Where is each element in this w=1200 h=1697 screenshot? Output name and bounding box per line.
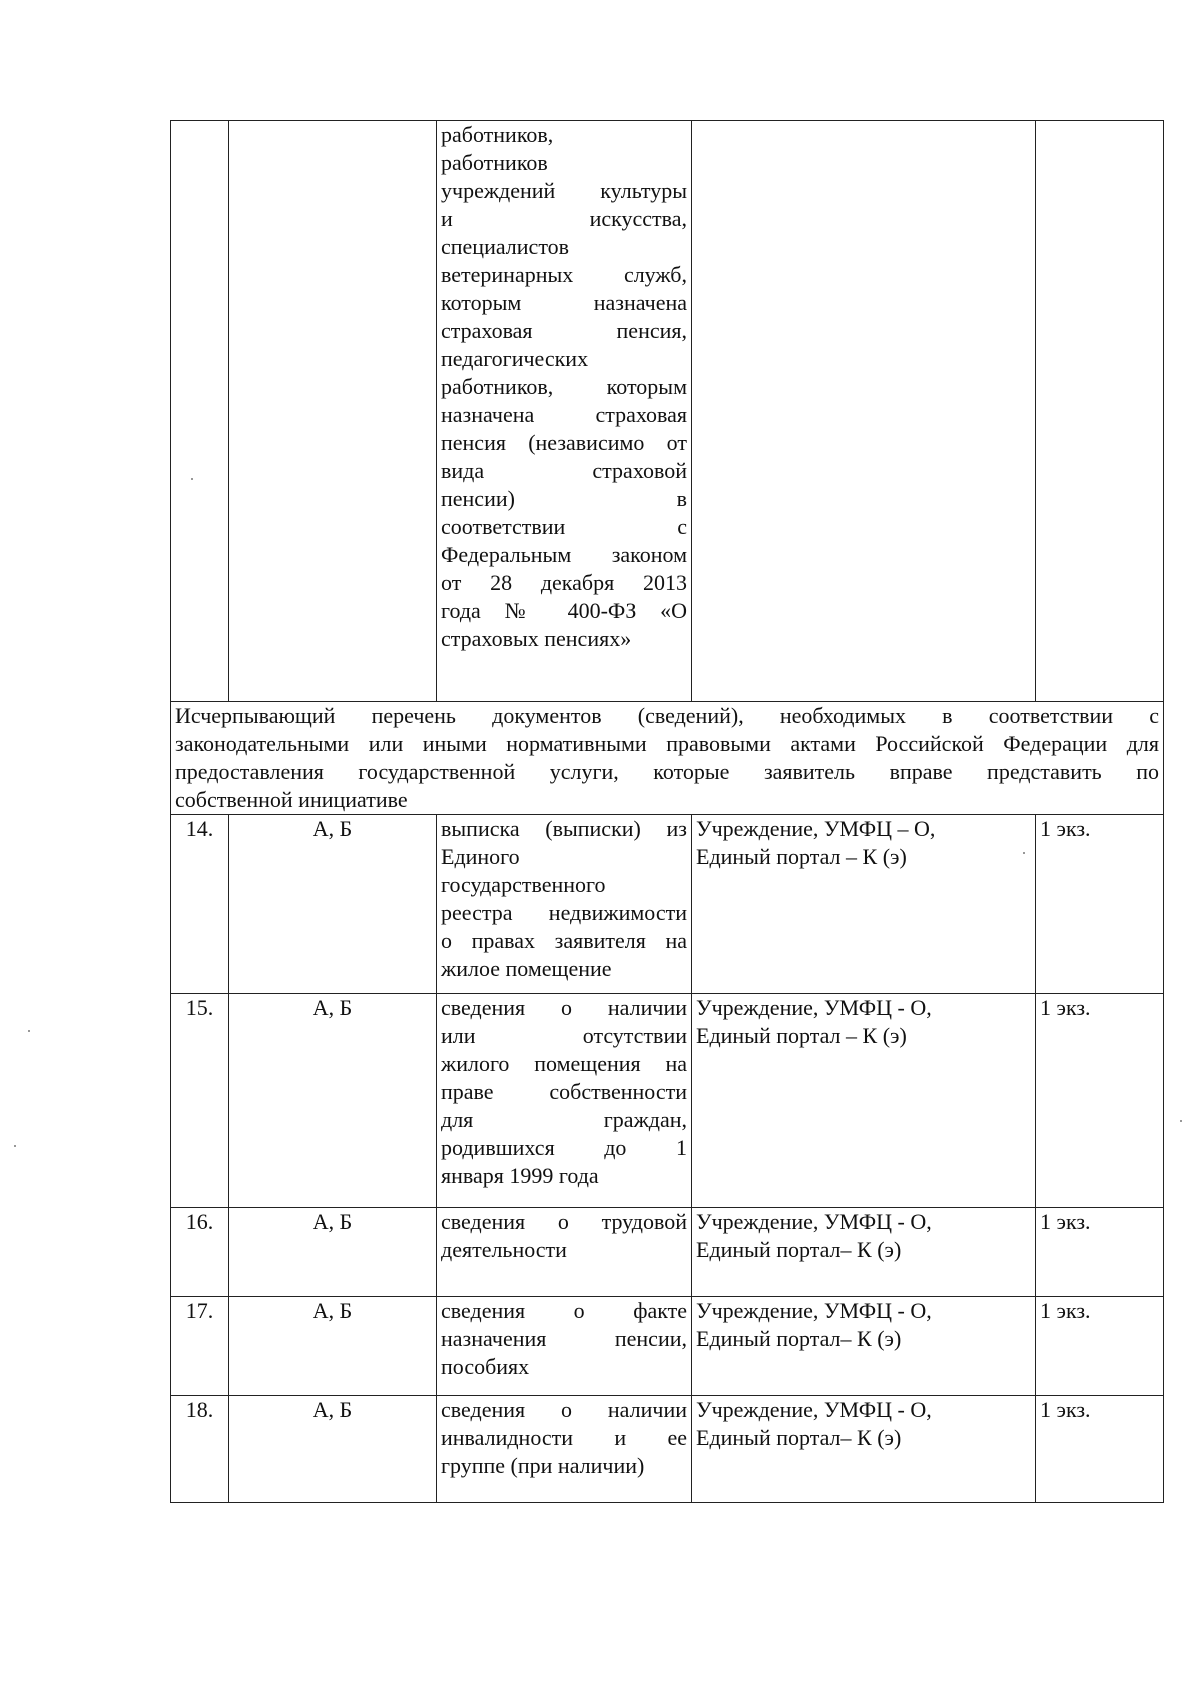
row-description xyxy=(437,994,692,1208)
source-line: Единый портал – К (э) xyxy=(696,1023,907,1048)
desc-line: жилое помещение xyxy=(441,956,612,981)
desc-line: работников, xyxy=(441,122,554,147)
continued-quantity-cell xyxy=(1036,121,1164,702)
desc-line: выписка (выписки) из xyxy=(441,816,687,841)
desc-line: года № 400-ФЗ «О xyxy=(441,598,687,623)
row-source xyxy=(692,1396,1036,1503)
section-heading-line: предоставления государственной услуги, которые заявитель вправе представить по xyxy=(175,759,1159,784)
row-source xyxy=(692,994,1036,1208)
desc-line: пенсия (независимо от xyxy=(441,430,687,455)
desc-line: Единого xyxy=(441,844,520,869)
source-line: Учреждение, УМФЦ - О, xyxy=(696,1298,932,1323)
row-source xyxy=(692,1208,1036,1297)
row-description xyxy=(437,815,692,994)
section-heading-line: законодательными или иными нормативными правовыми актами Российской Федерации для xyxy=(175,731,1159,756)
table-row xyxy=(171,1208,1164,1297)
desc-line: работников, которым xyxy=(441,374,687,399)
section-heading xyxy=(171,702,1164,815)
table-row xyxy=(171,994,1164,1208)
row-category: А, Б xyxy=(229,1208,437,1297)
row-description xyxy=(437,1297,692,1396)
row-category: А, Б xyxy=(229,815,437,994)
desc-line: января 1999 года xyxy=(441,1163,599,1188)
desc-line: сведения о факте xyxy=(441,1298,687,1323)
scan-speck xyxy=(14,1145,16,1147)
desc-line: педагогических xyxy=(441,346,589,371)
row-description xyxy=(437,1208,692,1297)
row-quantity: 1 экз. xyxy=(1036,994,1164,1208)
desc-line: страховая пенсия, xyxy=(441,318,687,343)
desc-line: ветеринарных служб, xyxy=(441,262,687,287)
desc-line: учреждений культуры xyxy=(441,178,687,203)
desc-line: которым назначена xyxy=(441,290,687,315)
desc-line: государственного xyxy=(441,872,606,897)
table-row xyxy=(171,1396,1164,1503)
row-number: 16. xyxy=(171,1208,229,1297)
row-quantity: 1 экз. xyxy=(1036,1396,1164,1503)
desc-line: соответствии с xyxy=(441,514,687,539)
desc-line: назначена страховая xyxy=(441,402,687,427)
row-description xyxy=(437,1396,692,1503)
row-category: А, Б xyxy=(229,1297,437,1396)
source-line: Учреждение, УМФЦ – О, xyxy=(696,816,936,841)
desc-line: реестра недвижимости xyxy=(441,900,687,925)
source-line: Учреждение, УМФЦ - О, xyxy=(696,1397,932,1422)
desc-line: для граждан, xyxy=(441,1107,687,1132)
documents-table xyxy=(170,120,1164,1503)
desc-line: Федеральным законом xyxy=(441,542,687,567)
desc-line: сведения о наличии xyxy=(441,995,687,1020)
desc-line: деятельности xyxy=(441,1237,567,1262)
desc-line: работников xyxy=(441,150,548,175)
continued-number-cell xyxy=(171,121,229,702)
section-heading-line: собственной инициативе xyxy=(175,787,408,812)
row-source xyxy=(692,815,1036,994)
scan-speck xyxy=(28,1030,30,1032)
source-line: Учреждение, УМФЦ - О, xyxy=(696,1209,932,1234)
scan-speck xyxy=(1023,852,1025,854)
desc-line: пособиях xyxy=(441,1354,530,1379)
row-category: А, Б xyxy=(229,1396,437,1503)
source-line: Единый портал– К (э) xyxy=(696,1425,902,1450)
desc-line: инвалидности и ее xyxy=(441,1425,687,1450)
table-row xyxy=(171,815,1164,994)
desc-line: от 28 декабря 2013 xyxy=(441,570,687,595)
continued-row xyxy=(171,121,1164,702)
desc-line: жилого помещения на xyxy=(441,1051,687,1076)
desc-line: страховых пенсиях» xyxy=(441,626,632,651)
scan-speck xyxy=(1180,1120,1182,1122)
desc-line: вида страховой xyxy=(441,458,687,483)
desc-line: сведения о трудовой xyxy=(441,1209,687,1234)
desc-line: о правах заявителя на xyxy=(441,928,687,953)
desc-line: группе (при наличии) xyxy=(441,1453,645,1478)
row-source xyxy=(692,1297,1036,1396)
source-line: Единый портал– К (э) xyxy=(696,1326,902,1351)
source-line: Учреждение, УМФЦ - О, xyxy=(696,995,932,1020)
desc-line: или отсутствии xyxy=(441,1023,687,1048)
desc-line: специалистов xyxy=(441,234,570,259)
desc-line: родившихся до 1 xyxy=(441,1135,687,1160)
desc-line: сведения о наличии xyxy=(441,1397,687,1422)
row-number: 18. xyxy=(171,1396,229,1503)
source-line: Единый портал – К (э) xyxy=(696,844,907,869)
source-line: Единый портал– К (э) xyxy=(696,1237,902,1262)
row-quantity: 1 экз. xyxy=(1036,1297,1164,1396)
row-category: А, Б xyxy=(229,994,437,1208)
table-row xyxy=(171,1297,1164,1396)
desc-line: назначения пенсии, xyxy=(441,1326,687,1351)
desc-line: праве собственности xyxy=(441,1079,687,1104)
desc-line: и искусства, xyxy=(441,206,687,231)
desc-line: пенсии) в xyxy=(441,486,687,511)
row-quantity: 1 экз. xyxy=(1036,815,1164,994)
continued-category-cell xyxy=(229,121,437,702)
section-heading-line: Исчерпывающий перечень документов (сведений), необходимых в соответствии с xyxy=(175,703,1159,728)
section-heading-row xyxy=(171,702,1164,815)
row-number: 15. xyxy=(171,994,229,1208)
row-quantity: 1 экз. xyxy=(1036,1208,1164,1297)
row-number: 17. xyxy=(171,1297,229,1396)
scan-speck xyxy=(191,478,193,480)
row-number: 14. xyxy=(171,815,229,994)
continued-source-cell xyxy=(692,121,1036,702)
continued-description-cell xyxy=(437,121,692,702)
